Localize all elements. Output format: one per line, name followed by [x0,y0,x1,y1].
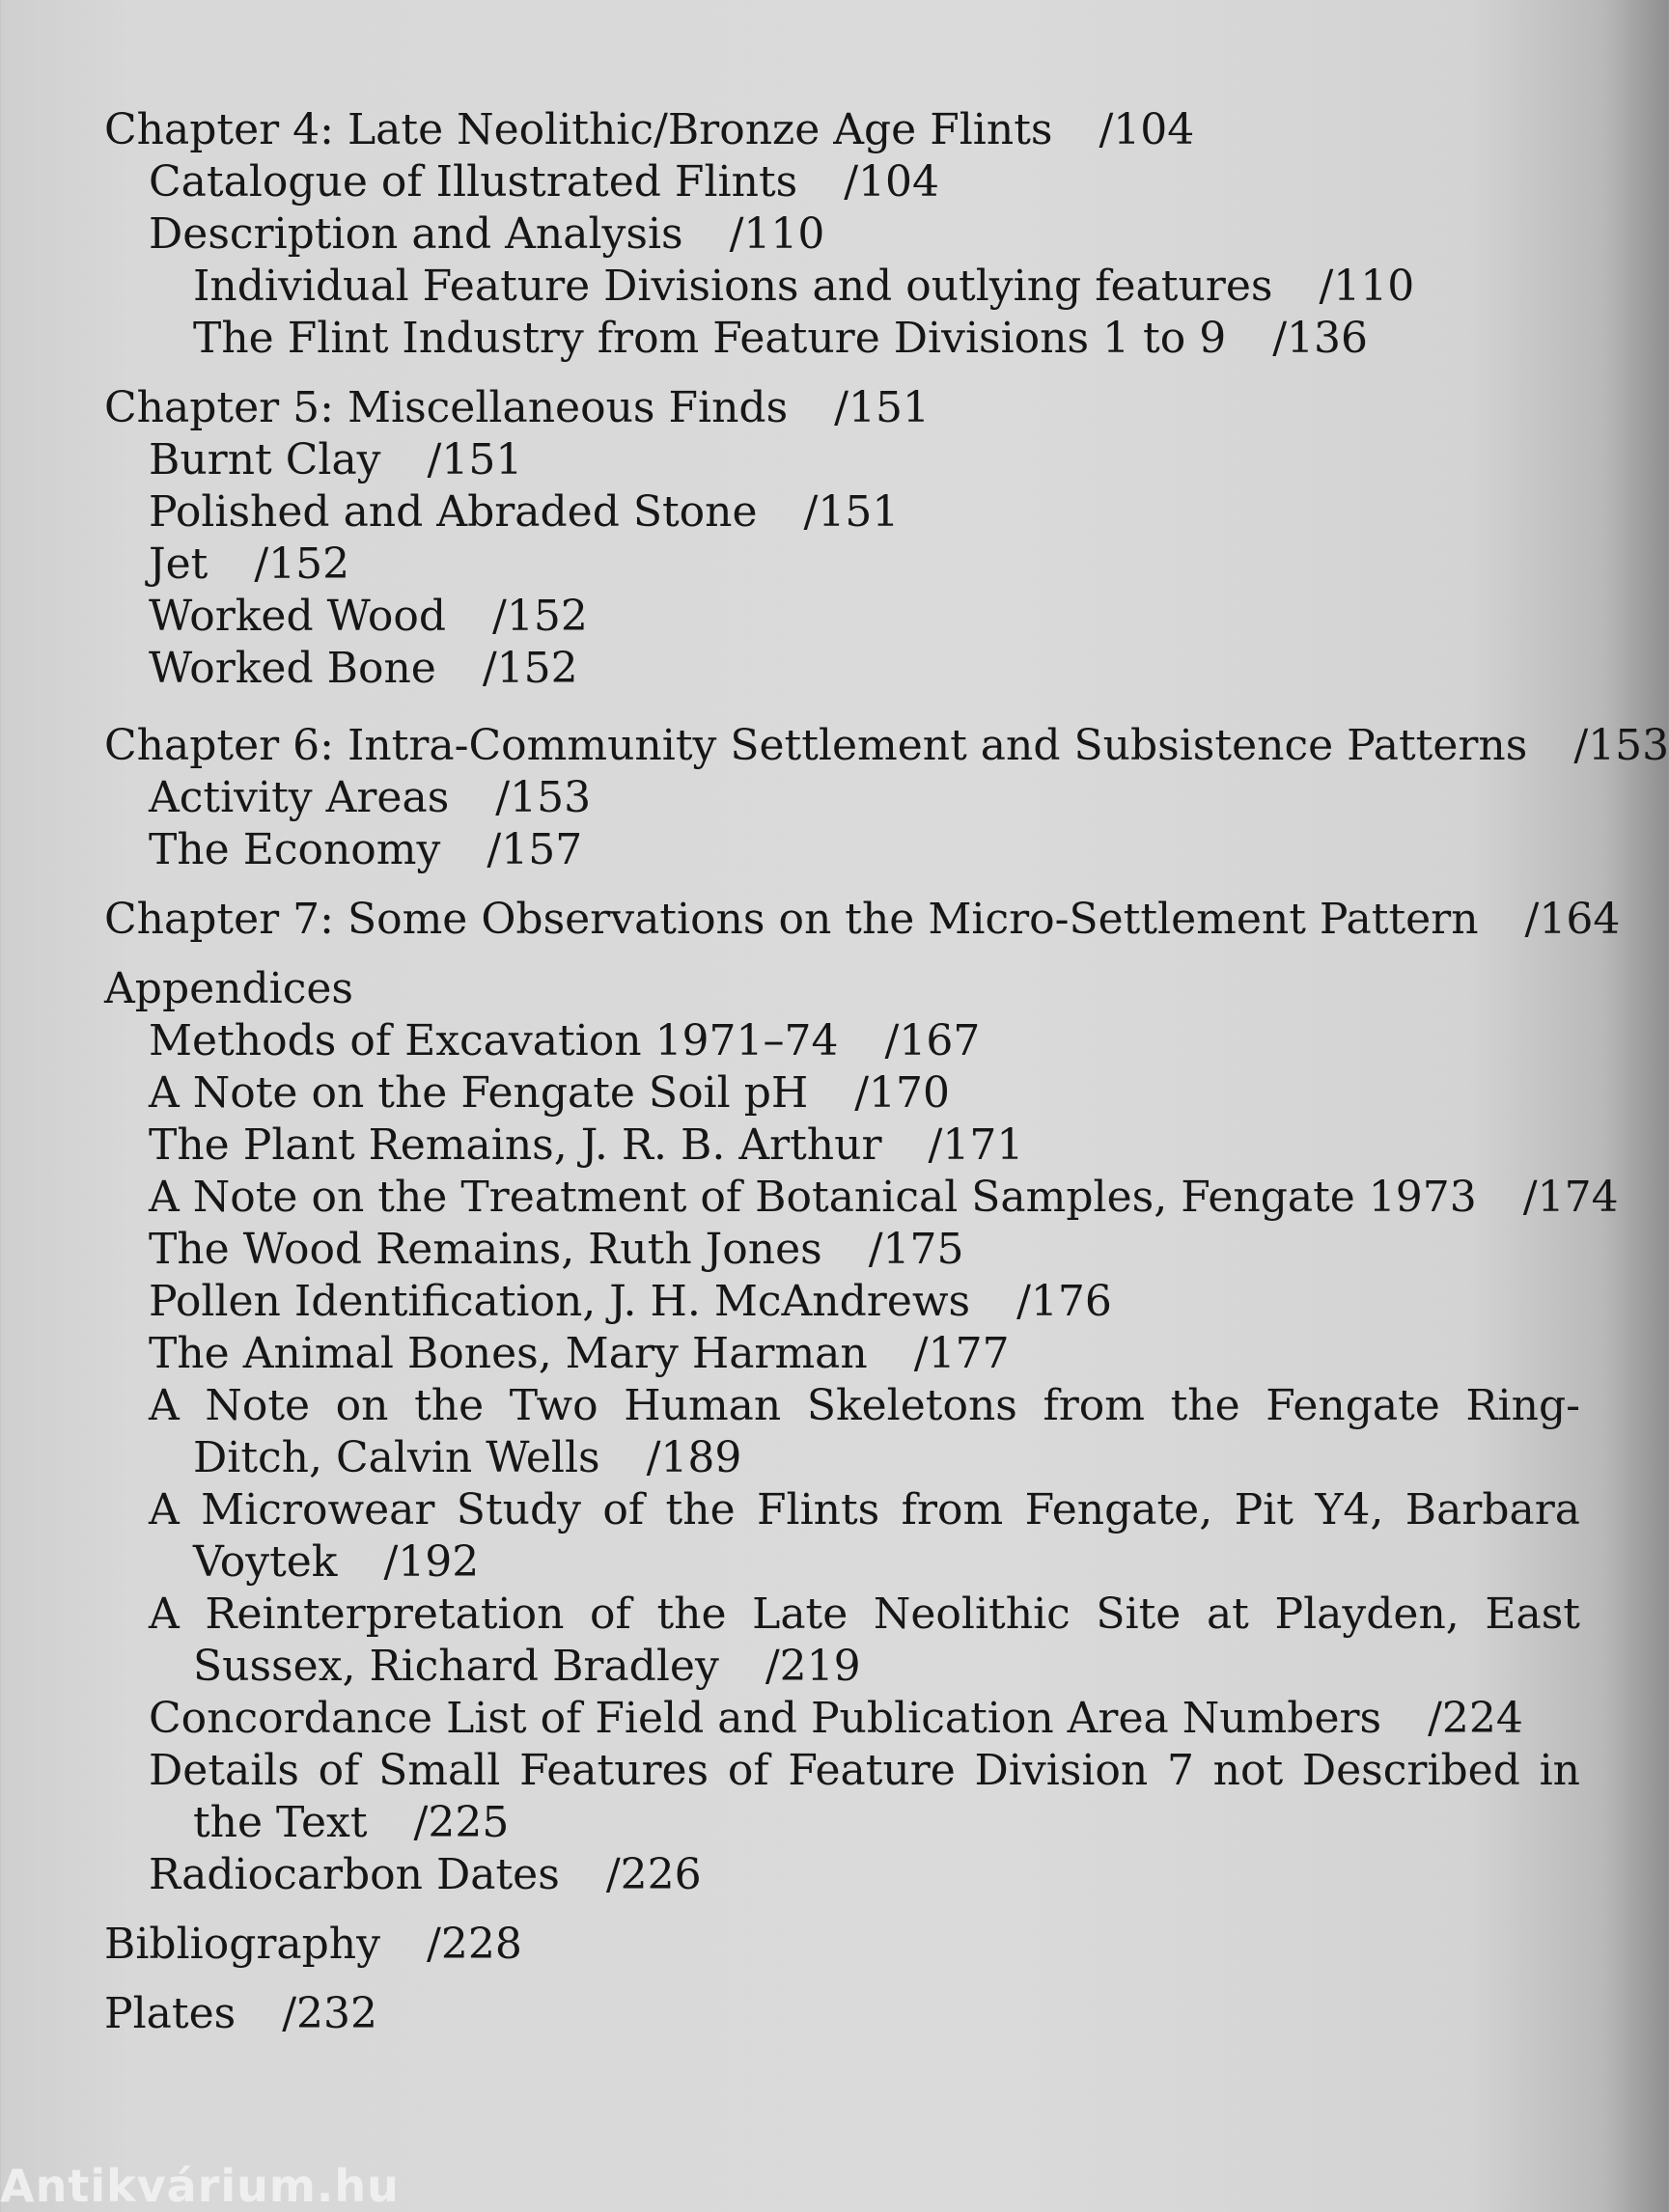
toc-title: Burnt Clay [149,435,381,484]
toc-title: Jet [149,539,209,589]
toc-title: A Note on the Treatment of Botanical Samples, Fengate 1973 [149,1173,1477,1222]
toc-bibliography [104,1919,1552,1971]
toc-appendix-animal [149,1328,1552,1380]
toc-page-number: /151 [427,435,523,484]
toc-section-activity [149,772,1552,824]
toc-appendix-skeletons [149,1380,1580,1484]
toc-title: The Economy [149,825,441,874]
toc-title: Pollen Identification, J. H. McAndrews [149,1277,971,1326]
toc-section-burnt-clay [149,434,1552,486]
toc-chapter-5 [104,382,1552,434]
toc-page-number: /136 [1272,314,1369,363]
toc-appendix-plant [149,1120,1552,1172]
toc-page-number: /225 [413,1798,510,1847]
toc-appendix-radiocarbon [149,1849,1552,1901]
watermark: Antikvárium.hu [0,2160,400,2212]
toc-title: Chapter 5: Miscellaneous Finds [104,383,789,432]
toc-title: Chapter 6: Intra-Community Settlement and Subsistence Patterns [104,721,1528,770]
toc-appendix-soil [149,1067,1552,1120]
toc-title: Concordance List of Field and Publication Area Numbers [149,1694,1382,1743]
toc-page-number: /171 [928,1120,1024,1170]
toc-title: The Animal Bones, Mary Harman [149,1329,868,1378]
toc-chapter-7 [104,894,1621,946]
toc-title: The Wood Remains, Ruth Jones [149,1225,822,1274]
toc-subsection-individual [193,261,1552,313]
toc-title: A Note on the Fengate Soil pH [149,1068,809,1118]
toc-page-number: /110 [1319,262,1415,311]
toc-appendix-microwear [149,1484,1580,1589]
toc-appendix-concordance [149,1693,1552,1745]
toc-title: Methods of Excavation 1971–74 [149,1016,839,1065]
toc-title: Details of Small Features of Feature Division 7 not Described in the Text [149,1746,1580,1847]
toc-title: Chapter 7: Some Observations on the Micro-Settlement Pattern [104,895,1479,944]
toc-plates [104,1988,1552,2040]
toc-title: The Flint Industry from Feature Divisions 1 to 9 [193,314,1227,363]
toc-page-number: /226 [605,1850,702,1899]
toc-section-stone [149,486,1552,539]
toc-chapter-6 [104,720,1669,772]
toc-title: Catalogue of Illustrated Flints [149,157,798,207]
toc-title: Appendices [104,964,353,1013]
toc-section-economy [149,824,1552,876]
toc-page-number: /228 [427,1920,522,1969]
toc-title: A Reinterpretation of the Late Neolithic Site at Playden, East Sussex, Richard Bradley [149,1590,1580,1691]
toc-appendix-methods [149,1015,1552,1067]
toc-appendix-playden [149,1589,1580,1693]
toc-page-number: /219 [765,1642,861,1691]
toc-section-catalogue [149,156,1552,208]
toc-appendices-heading [104,963,1552,1015]
toc-chapter-4 [104,104,1552,156]
toc-subsection-industry [193,313,1552,365]
toc-page-number: /104 [1099,105,1195,154]
toc-title: Individual Feature Divisions and outlying features [193,262,1273,311]
toc-title: Plates [104,1989,236,2038]
toc-title: Bibliography [104,1920,380,1969]
toc-page-number: /151 [803,487,900,537]
toc-title: Polished and Abraded Stone [149,487,758,537]
toc-section-worked-bone [149,643,1552,695]
toc-section-description [149,208,1552,261]
toc-page-number: /189 [646,1433,742,1482]
toc-title: Worked Wood [149,592,446,641]
toc-title: Worked Bone [149,644,436,693]
toc-title: Radiocarbon Dates [149,1850,560,1899]
toc-appendix-pollen [149,1276,1552,1328]
toc-page-number: /152 [254,539,350,589]
toc-title: A Note on the Two Human Skeletons from the Fengate Ring-Ditch, Calvin Wells [149,1381,1580,1482]
toc-title: Chapter 4: Late Neolithic/Bronze Age Flints [104,105,1053,154]
toc-page-number: /157 [487,825,583,874]
toc-page-number: /192 [383,1537,480,1587]
toc-section-worked-wood [149,591,1552,643]
toc-page-number: /152 [482,644,578,693]
toc-page-number: /224 [1428,1694,1523,1743]
table-of-contents [104,104,1669,2040]
toc-page-number: /164 [1524,895,1621,944]
toc-page-number: /151 [834,383,930,432]
toc-page-number: /110 [729,209,825,259]
toc-title: The Plant Remains, J. R. B. Arthur [149,1120,882,1170]
toc-title: A Microwear Study of the Flints from Fengate, Pit Y4, Barbara Voytek [149,1485,1580,1587]
toc-appendix-details [149,1745,1580,1849]
toc-page-number: /153 [495,773,592,822]
toc-appendix-botanical [149,1172,1619,1224]
toc-page-number: /176 [1016,1277,1112,1326]
toc-page-number: /167 [884,1016,981,1065]
toc-page-number: /153 [1573,721,1669,770]
toc-title: Activity Areas [149,773,450,822]
toc-page-number: /152 [492,592,588,641]
toc-page-number: /232 [282,1989,378,2038]
toc-page-number: /104 [844,157,940,207]
toc-title: Description and Analysis [149,209,683,259]
toc-appendix-wood-remains [149,1224,1552,1276]
toc-page-number: /177 [913,1329,1010,1378]
toc-page-number: /170 [854,1068,951,1118]
toc-page-number: /174 [1522,1173,1619,1222]
toc-section-jet [149,539,1552,591]
toc-page-number: /175 [868,1225,964,1274]
